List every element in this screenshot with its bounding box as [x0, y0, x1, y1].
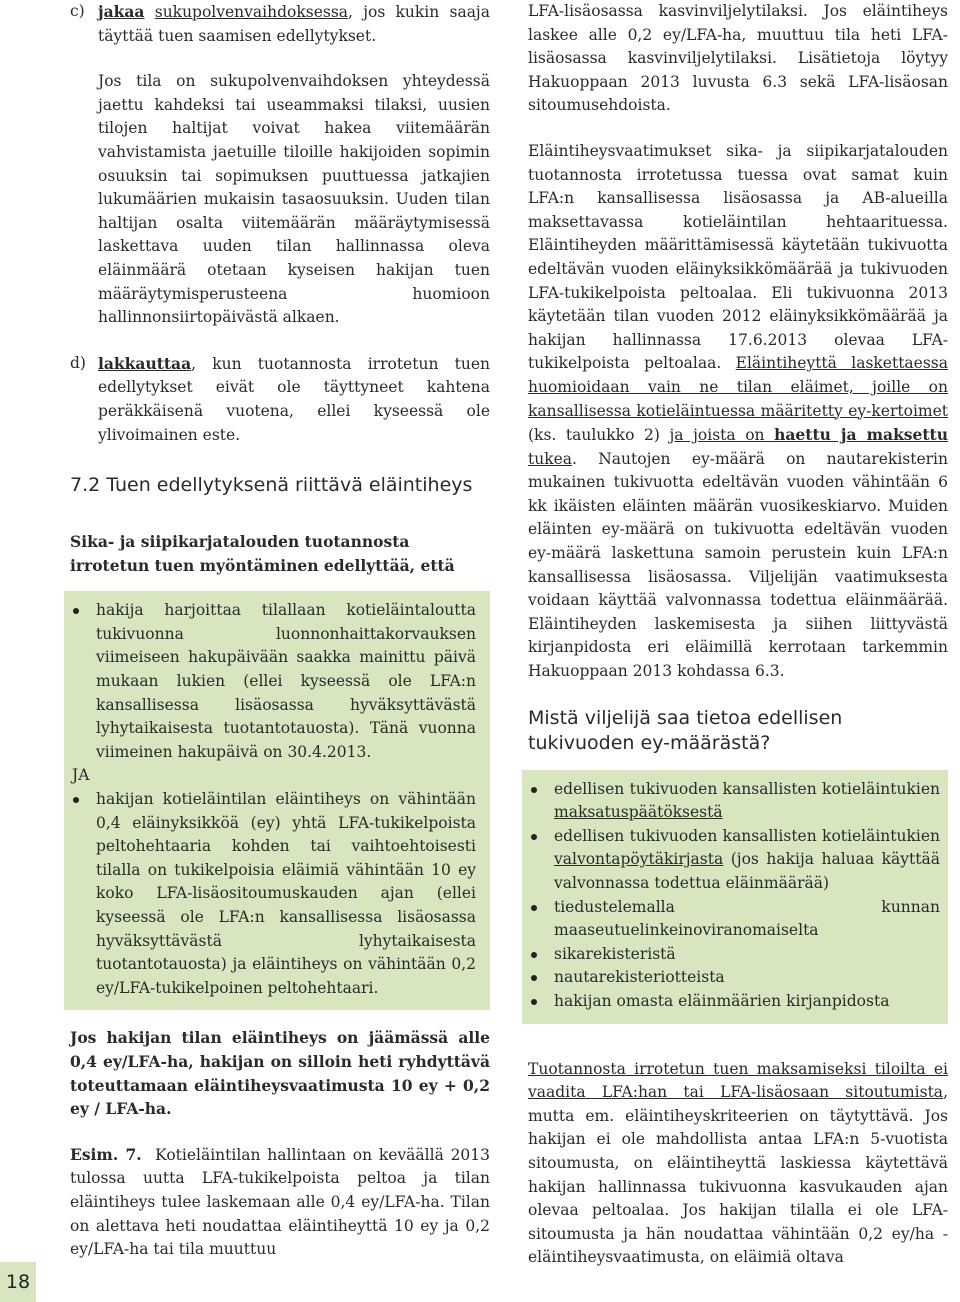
bold-term: lakkauttaa	[98, 353, 192, 373]
underlined-text: maksatuspäätöksestä	[554, 803, 723, 822]
underlined-text: tukea	[528, 449, 573, 468]
list-item: nautarekisteriotteista	[528, 966, 940, 990]
highlight-box	[64, 591, 490, 1010]
list-item-c	[70, 0, 490, 48]
example-paragraph	[70, 1143, 490, 1262]
underlined-text: ja joista on	[669, 426, 775, 445]
list-item: hakijan omasta eläinmäärien kirjanpidosta	[528, 990, 940, 1014]
highlight-box	[522, 770, 948, 1024]
list-item: edellisen tukivuoden kansallisten kotieläintukien valvontapöytäkirjasta (jos hakija haluaa käyttää valvonnassa todettua eläinmäärää)	[528, 825, 940, 896]
list-item: edellisen tukivuoden kansallisten kotieläintukien maksatuspäätöksestä	[528, 778, 940, 825]
item-text: , jos kukin saaja täyttää tuen saamisen edellytykset.	[98, 3, 490, 45]
item-text: , kun tuotannosta irrotetun tuen edellytykset eivät ole täyttyneet kahtena peräkkäisenä vuotena, ellei kyseessä ole ylivoimainen este.	[98, 354, 490, 444]
info-source-list	[528, 778, 940, 1014]
underlined-text: Eläintiheyttä laskettaessa huomioidaan vain ne tilan eläimet, joille on kansallisessa kotieläintuessa määritetty ey-kertoimet	[528, 354, 948, 420]
paragraph: LFA-lisäosassa kasvinviljelytilaksi. Jos eläintiheys laskee alle 0,2 ey/LFA-ha, muuttuu tila heti LFA-lisäosassa kasvinviljelytilaksi. Lisätietoja löytyy Hakuoppaan 2013 luvusta 6.3 sekä LFA-lisäosan sitoumusehdoista.	[528, 2, 948, 115]
paragraph: Tuotannosta irrotetun tuen maksamiseksi tiloilta ei vaadita LFA:han tai LFA-lisäosaan sitoutumista, mutta em. eläintiheyskriteerien on täytyttävä. Jos hakijan ei ole mahdollista antaa LFA:n 5-vuotista sitoumusta, on eläintiheyttä laskiessa käytettävä hakijan hallinnassa tukivuonna kasvukauden ajan olevaa peltoalaa. Jos hakijan tilalla ei ole LFA-sitoumusta ja hän noudattaa vähintään 0,2 ey/ha -eläintiheysvaatimusta, on eläimiä oltava	[528, 1059, 948, 1267]
bullet-item: hakija harjoittaa tilallaan kotieläintaloutta tukivuonna luonnonhaittakorvauksen viimeiseen hakupäivään saakka mainittu päivä mukaan lukien (ellei kyseessä ole LFA:n kansallisessa lisäosassa hyväksyttävästä lyhytaikaisesta tuotantotauosta). Tänä vuonna viimeinen hakupäivä on 30.4.2013.	[70, 599, 476, 764]
bold-underlined-text: haettu ja maksettu	[774, 425, 948, 445]
section-heading: 7.2 Tuen edellytyksenä riittävä eläintiheys	[70, 474, 473, 497]
right-column	[528, 0, 948, 1270]
left-column	[70, 0, 490, 1262]
example-text: Kotieläintilan hallintaan on keväällä 2013 tulossa uutta LFA-tukikelpoista peltoa ja tilan eläintiheys tulee laskemaan alle 0,4 ey/LFA-ha. Tilan on alettava heti noudattaa eläintiheyttä 10 ey ja 0,2 ey/LFA-ha tai tila muuttuu	[70, 1145, 491, 1259]
paragraph: Jos tila on sukupolvenvaihdoksen yhteydessä jaettu kahdeksi tai useammaksi tilaksi, uusien tilojen haltijat voivat hakea viitemäärän vahvistamista jaetuille tiloille hakijoiden sopimin osuuksin tai sopimuksen puuttuessa jatkajien lukumäärien mukaisin tasaosuuksin. Uuden tilan haltijan osalta viitemäärän määräytymisessä laskettava uuden tilan hallinnassa oleva eläinmäärä otetaan kyseisen hakijan tuen määräytymisperusteena huomioon hallinnonsiirtopäivästä alkaen.	[98, 72, 490, 327]
bold-term: jakaa	[98, 2, 145, 21]
paragraph: Eläintiheysvaatimukset sika- ja siipikarjatalouden tuotannosta irrotetussa tuessa ovat samat kuin LFA:n kansallisessa lisäosassa ja AB-alueilla maksettavassa kotieläintilan hehtaarituessa. Eläintiheyden määrittämisessä käytetään tukivuotta edeltävän vuoden eläinyksikkömäärää ja tukivuoden LFA-tukikelpoista peltoalaa. Eli tukivuonna 2013 käytetään tilan vuoden 2012 eläinyksikkömäärää ja hakijan hallinnassa 17.6.2013 olevaa LFA-tukikelpoista peltoalaa. Eläintiheyttä laskettaessa huomioidaan vain ne tilan eläimet, joille on kansallisessa kotieläintuessa määritetty ey-kertoimet (ks. taulukko 2) ja joista on haettu ja maksettu tukea. Nautojen ey-määrä on nautarekisterin mukainen tukivuotta edeltävän vuoden vähintään 6 kk ikäisten eläinten määrän vuosikeskiarvo. Muiden eläinten ey-määrä on tukivuotta edeltävän vuoden ey-määrä laskettuna samoin perustein kuin LFA:n kansallisessa lisäosassa. Viljelijän vaatimuksesta voidaan käyttää valvonnassa todettua eläinmäärää. Eläintiheyden laskemisesta ja siihen liittyvästä kirjanpidosta eri eläimillä kerrotaan tarkemmin Hakuoppaan 2013 kohdassa 6.3.	[528, 141, 948, 681]
item-marker: c)	[70, 2, 85, 20]
bullet-item: hakijan kotieläintilan eläintiheys on vähintään 0,4 eläinyksikköä (ey) yhtä LFA-tukikelpoista peltohehtaaria kohden tai vaihtoehtoisesti tilalla on tukikelpoisia eläimiä vähintään 10 ey koko LFA-lisäositoumuskauden ajan (ellei kyseessä ole LFA:n kansallisessa lisäosassa hyväksyttävästä lyhytaikaisesta tuotantotauosta) ja eläintiheys on vähintään 0,2 ey/LFA-tukikelpoinen peltohehtaari.	[70, 788, 476, 1000]
underlined-term: sukupolvenvaihdoksessa	[154, 3, 349, 21]
underlined-text: valvontapöytäkirjasta	[554, 850, 724, 869]
bold-paragraph: Jos hakijan tilan eläintiheys on jäämässä alle 0,4 ey/LFA-ha, hakijan on silloin heti ryhdyttävä toteuttamaan eläintiheysvaatimusta 10 ey + 0,2 ey / LFA-ha.	[70, 1028, 490, 1119]
example-label: Esim. 7.	[70, 1144, 142, 1164]
ja-label: JA	[72, 766, 90, 785]
list-item-d	[70, 352, 490, 447]
sub-heading: Sika- ja siipikarjatalouden tuotannosta irrotetun tuen myöntäminen edellyttää, että	[70, 532, 455, 575]
list-item: tiedustelemalla kunnan maaseutuelinkeinoviranomaiselta	[528, 896, 940, 943]
underlined-text: Tuotannosta irrotetun tuen maksamiseksi tiloilta ei vaadita LFA:han tai LFA-lisäosaan sitoutumista	[528, 1059, 948, 1102]
item-marker: d)	[70, 353, 86, 372]
list-item: sikarekisteristä	[528, 943, 940, 967]
page-number: 18	[0, 1262, 36, 1302]
section-heading: Mistä viljelijä saa tietoa edellisen tukivuoden ey-määrästä?	[528, 706, 843, 754]
